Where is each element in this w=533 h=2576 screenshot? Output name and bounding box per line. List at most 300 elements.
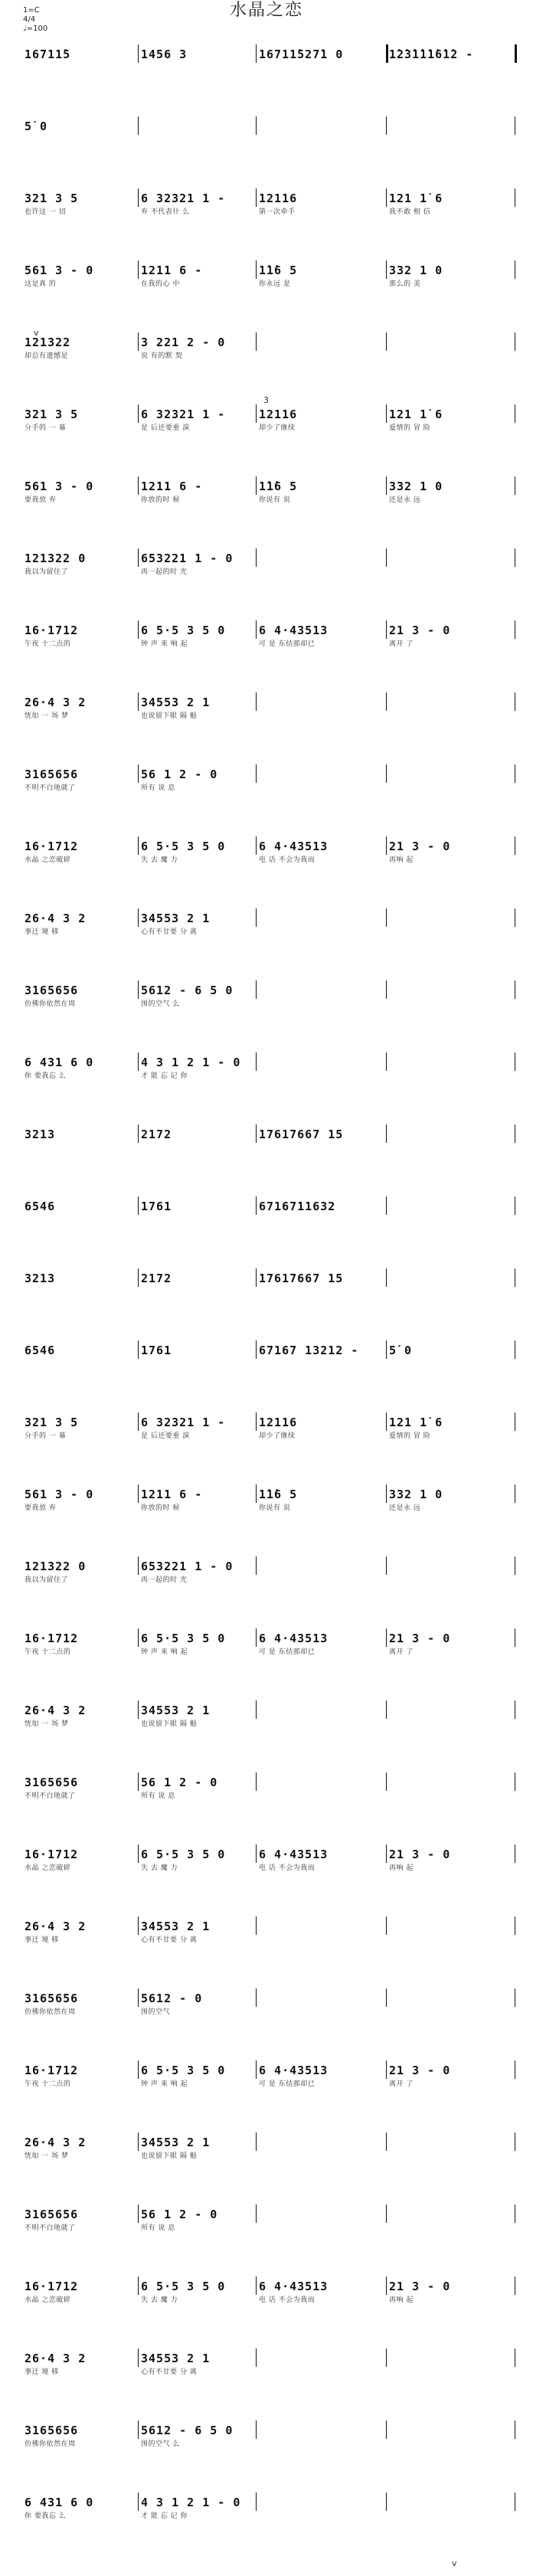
measure — [259, 768, 387, 809]
measure-notes: 6 32321 1 - — [141, 1416, 226, 1429]
bar-line — [256, 1628, 257, 1647]
bar-line — [386, 764, 387, 783]
measure — [389, 47, 512, 89]
measure-notes: 6546 — [25, 1344, 56, 1357]
measure-notes: 6 5·5 3 5 0 — [141, 624, 226, 637]
bar-line — [386, 548, 387, 567]
bar-line — [138, 980, 139, 999]
score-row — [0, 2424, 533, 2465]
measure — [259, 336, 387, 377]
measure — [259, 1488, 387, 1529]
bar-line — [256, 404, 257, 423]
measure — [259, 1128, 387, 1169]
measure — [389, 1344, 512, 1385]
measure-lyric: 失 去 魔 力 — [141, 2296, 178, 2304]
measure-notes: 4 3 1 2 1 - 0 — [141, 2496, 241, 2509]
bar-line — [256, 2132, 257, 2151]
score-row — [0, 1056, 533, 1097]
measure-lyric: 才 能 忘 记 你 — [141, 1072, 188, 1080]
bar-line — [256, 332, 257, 351]
measure — [389, 840, 512, 881]
measure — [25, 1344, 139, 1385]
measure-lyric: 是 后还要重 演 — [141, 1432, 190, 1440]
triplet-mark: 3 — [263, 395, 269, 405]
measure — [259, 1632, 387, 1673]
bar-line — [256, 2421, 257, 2439]
measure-lyric: 是 后还要重 演 — [141, 424, 190, 432]
bar-line — [256, 44, 257, 63]
bar-line — [256, 1844, 257, 1863]
measure-lyric: 分手的 一 幕 — [25, 1432, 67, 1440]
measure-lyric: 所有 说 息 — [141, 1792, 175, 1800]
measure-notes: 6 4·43513 — [259, 1632, 329, 1645]
measure-lyric: 却少了继续 — [259, 1432, 296, 1440]
bar-line — [256, 2204, 257, 2223]
measure-notes: 56 1 2 - 0 — [141, 2208, 218, 2221]
measure — [389, 624, 512, 665]
measure-lyric: 事迁 境 移 — [25, 928, 59, 936]
tempo-marking: ♩=100 — [23, 25, 48, 33]
measure-notes: 26·4 3 2 — [25, 912, 87, 925]
score-row — [0, 191, 533, 233]
measure — [259, 2136, 387, 2177]
measure-lyric: 电 话 不会为我而 — [259, 856, 316, 864]
measure-lyric: 在我的心 中 — [141, 280, 180, 288]
measure-notes: 26·4 3 2 — [25, 1704, 87, 1717]
measure-notes: 5612 - 6 5 0 — [141, 984, 234, 997]
measure — [259, 1920, 387, 1961]
measure-lyric: 说 有的默 契 — [141, 352, 183, 360]
bar-line — [386, 404, 387, 423]
measure — [389, 480, 512, 521]
bar-line — [386, 620, 387, 639]
measure-notes: 21 3 - 0 — [389, 2064, 451, 2077]
measure — [25, 1200, 139, 1241]
measure — [25, 768, 139, 809]
bar-line — [386, 1052, 387, 1071]
measure-notes: 561 3 - 0 — [25, 480, 94, 493]
measure-notes: 34553 2 1 — [141, 2352, 211, 2365]
measure — [25, 1128, 139, 1169]
measure — [389, 1776, 512, 1817]
score-row — [0, 1488, 533, 1529]
measure-lyric: 你放的时 候 — [141, 496, 180, 504]
bar-line — [386, 1988, 387, 2007]
measure — [389, 912, 512, 953]
measure — [141, 1632, 257, 1673]
bar-line — [386, 2132, 387, 2151]
measure — [141, 47, 257, 89]
measure-notes: 332 1 0 — [389, 480, 443, 493]
measure — [259, 1848, 387, 1889]
measure-notes: 34553 2 1 — [141, 1920, 211, 1933]
measure-notes: 6 431 6 0 — [25, 1056, 94, 1069]
bar-line — [138, 548, 139, 567]
bar-line — [138, 2349, 139, 2367]
measure-lyric: 恍如 一 场 梦 — [25, 712, 69, 720]
bar-line — [386, 2493, 387, 2511]
measure — [389, 2352, 512, 2393]
measure-notes: 16·1712 — [25, 2280, 79, 2293]
measure-lyric: 可 是 东结那却已 — [259, 2080, 316, 2088]
measure-lyric: 还是永 远 — [389, 496, 421, 504]
measure — [141, 840, 257, 881]
measure-notes: 34553 2 1 — [141, 696, 211, 709]
measure — [389, 1632, 512, 1673]
bar-line — [138, 620, 139, 639]
bar-line — [138, 1340, 139, 1359]
measure — [141, 768, 257, 809]
measure — [389, 2280, 512, 2321]
measure-notes: 121322 — [25, 336, 71, 349]
bar-line — [138, 2132, 139, 2151]
measure — [141, 263, 257, 305]
bar-line — [386, 2060, 387, 2079]
measure-notes: 21 3 - 0 — [389, 2280, 451, 2293]
measure-lyric: 再一起的时 光 — [141, 568, 188, 576]
score-row — [0, 2208, 533, 2249]
measure-notes: 6 431 6 0 — [25, 2496, 94, 2509]
measure — [259, 1056, 387, 1097]
measure — [389, 1704, 512, 1745]
measure — [141, 480, 257, 521]
bar-line — [386, 1772, 387, 1791]
measure-lyric: 午夜 十二点的 — [25, 640, 71, 648]
measure — [259, 119, 387, 161]
measure — [141, 2280, 257, 2321]
measure — [25, 1704, 139, 1745]
measure — [259, 1776, 387, 1817]
measure — [389, 2208, 512, 2249]
measure — [259, 1992, 387, 2033]
measure-notes: 67167 13212 - — [259, 1344, 359, 1357]
measure — [259, 1200, 387, 1241]
bar-line — [138, 2421, 139, 2439]
measure-notes: 321 3 5 — [25, 191, 79, 205]
score-row — [0, 2064, 533, 2105]
measure — [141, 1416, 257, 1457]
measure — [389, 408, 512, 449]
measure-lyric: 心有不甘要 分 离 — [141, 1936, 198, 1944]
score-row — [0, 1704, 533, 1745]
measure-lyric: 水晶 之恋破碎 — [25, 1864, 71, 1872]
bar-line — [138, 1124, 139, 1143]
measure — [389, 984, 512, 1025]
measure-notes: 121 1̇ 6 — [389, 1416, 443, 1429]
measure-lyric: 再一起的时 光 — [141, 1576, 188, 1584]
measure — [389, 2424, 512, 2465]
measure — [25, 2136, 139, 2177]
bar-line — [138, 764, 139, 783]
measure-notes: 16711̇5 — [25, 47, 71, 61]
measure-lyric: 也说留下眼 隔 魁 — [141, 1720, 198, 1728]
measure-notes: 6 4·43513 — [259, 840, 329, 853]
bar-line — [256, 116, 257, 135]
measure — [25, 696, 139, 737]
measure-notes: 56 1 2 - 0 — [141, 1776, 218, 1789]
measure — [141, 1200, 257, 1241]
measure — [141, 1704, 257, 1745]
measure-notes: 6716711632 — [259, 1200, 336, 1213]
score-row — [0, 1416, 533, 1457]
measure — [25, 1776, 139, 1817]
measure-notes: 332 1 0 — [389, 1488, 443, 1501]
bar-line — [138, 1412, 139, 1431]
measure-notes: 1̇2̇3̇1̇1̇1̇6̇1̇2 - — [389, 47, 474, 61]
measure — [389, 2136, 512, 2177]
measure — [25, 1416, 139, 1457]
measure-notes: 34553 2 1 — [141, 912, 211, 925]
bar-line — [256, 1196, 257, 1215]
bar-line — [138, 1052, 139, 1071]
measure-lyric: 爱情的 冒 险 — [389, 1432, 431, 1440]
measure-notes: 12116 — [259, 191, 298, 205]
measure — [259, 1416, 387, 1457]
measure — [389, 696, 512, 737]
measure-notes: 321 3 5 — [25, 408, 79, 421]
measure-lyric: 爱情的 冒 险 — [389, 424, 431, 432]
measure-notes: 561 3 - 0 — [25, 1488, 94, 1501]
measure-notes: 16·1712 — [25, 624, 79, 637]
measure — [25, 1272, 139, 1313]
measure-notes: 1211 6 - — [141, 263, 203, 277]
measure-notes: 5612 - 6 5 0 — [141, 2424, 234, 2437]
measure — [25, 2424, 139, 2465]
measure — [141, 336, 257, 377]
bar-line — [386, 1412, 387, 1431]
measure — [259, 47, 387, 89]
bar-line — [256, 2277, 257, 2295]
score-row — [0, 336, 533, 377]
measure-notes: 6 4·43513 — [259, 624, 329, 637]
measure-notes: 6 32321 1 - — [141, 191, 226, 205]
bar-line — [138, 908, 139, 927]
measure-notes: 3 221 2 - 0 — [141, 336, 226, 349]
measure — [141, 2064, 257, 2105]
measure-lyric: 要我放 弃 — [25, 1504, 57, 1512]
bar-line — [386, 692, 387, 711]
measure — [259, 624, 387, 665]
bar-line — [256, 2060, 257, 2079]
measure-lyric: 恍如 一 场 梦 — [25, 2152, 69, 2160]
measure — [389, 1200, 512, 1241]
measure — [141, 1056, 257, 1097]
bar-line — [138, 1700, 139, 1719]
measure-lyric: 不明不白地就了 — [25, 1792, 76, 1800]
measure — [259, 480, 387, 521]
measure — [259, 2280, 387, 2321]
measure — [141, 2136, 257, 2177]
measure — [25, 840, 139, 881]
measure-lyric: 不明不白地就了 — [25, 784, 76, 792]
measure — [259, 696, 387, 737]
measure — [389, 1272, 512, 1313]
measure — [389, 336, 512, 377]
measure — [141, 2424, 257, 2465]
bar-line — [256, 908, 257, 927]
score-row — [0, 480, 533, 521]
bar-line — [386, 332, 387, 351]
measure-lyric: 第一次牵手 — [259, 208, 296, 216]
measure — [389, 191, 512, 233]
time-signature: 4/4 — [23, 15, 36, 24]
score-row — [0, 840, 533, 881]
measure-lyric: 失 去 魔 力 — [141, 856, 178, 864]
score-header — [23, 6, 47, 34]
measure-notes: 6 4·43513 — [259, 2064, 329, 2077]
measure — [141, 191, 257, 233]
measure-notes: 6 5·5 3 5 0 — [141, 1848, 226, 1861]
measure-notes: 6546 — [25, 1200, 56, 1213]
measure — [259, 1704, 387, 1745]
bar-line — [256, 476, 257, 495]
bar-line — [386, 44, 388, 63]
measure-lyric: 你永远 是 — [259, 280, 291, 288]
measure-lyric: 我不敢 相 信 — [389, 208, 431, 216]
measure-lyric: 也说留下眼 隔 魁 — [141, 2152, 198, 2160]
measure-lyric: 要我放 弃 — [25, 496, 57, 504]
measure — [389, 552, 512, 593]
bar-line — [386, 1124, 387, 1143]
score-row — [0, 263, 533, 305]
measure — [141, 2352, 257, 2393]
measure — [25, 2064, 139, 2105]
bar-line — [386, 476, 387, 495]
bar-line — [256, 2493, 257, 2511]
measure — [259, 2496, 387, 2537]
measure-notes: 1211 6 - — [141, 1488, 203, 1501]
measure — [25, 1560, 139, 1601]
bar-line — [386, 1916, 387, 1935]
measure-notes: 561 3 - 0 — [25, 263, 94, 277]
measure-notes: 21 3 - 0 — [389, 1632, 451, 1645]
measure — [389, 1992, 512, 2033]
bar-line — [386, 260, 387, 279]
measure-lyric: 再响 起 — [389, 856, 414, 864]
score-row — [0, 552, 533, 593]
bar-line — [386, 1340, 387, 1359]
measure — [259, 912, 387, 953]
measure-notes: 5612 - 0 — [141, 1992, 203, 2005]
measure-notes: 6 4·43513 — [259, 2280, 329, 2293]
measure-notes: 321 3 5 — [25, 1416, 79, 1429]
measure-lyric: 电 话 不会为我而 — [259, 2296, 316, 2304]
bar-line — [256, 1484, 257, 1503]
score-row — [0, 1920, 533, 1961]
measure — [389, 1416, 512, 1457]
bar-line — [386, 2277, 387, 2295]
measure-lyric: 钟 声 来 响 起 — [141, 2080, 188, 2088]
score-row — [0, 912, 533, 953]
bar-line — [138, 44, 139, 63]
bar-line — [138, 1988, 139, 2007]
measure-notes: 6 5·5 3 5 0 — [141, 2064, 226, 2077]
measure-notes: 26·4 3 2 — [25, 696, 87, 709]
measure-lyric: 弃 不代表什 么 — [141, 208, 190, 216]
score-row — [0, 1272, 533, 1313]
measure-lyric: 围的空气 么 — [141, 1000, 180, 1008]
measure — [141, 1272, 257, 1313]
measure-lyric: 却总有遗憾是 — [25, 352, 69, 360]
bar-line — [138, 1484, 139, 1503]
measure-notes: 121 1̇ 6 — [389, 408, 443, 421]
measure — [259, 2424, 387, 2465]
measure — [25, 1848, 139, 1889]
measure-notes: 3213 — [25, 1272, 56, 1285]
measure-notes: 3165656 — [25, 2208, 79, 2221]
measure-notes: 2172 — [141, 1128, 172, 1141]
bar-line — [138, 260, 139, 279]
score-row — [0, 1128, 533, 1169]
measure-notes: 16·1712 — [25, 2064, 79, 2077]
score-row — [0, 1632, 533, 1673]
measure-lyric: 电 话 不会为我而 — [259, 1864, 316, 1872]
measure-lyric: 不明不白地就了 — [25, 2224, 76, 2232]
score-row — [0, 2352, 533, 2393]
measure-notes: 4 3 1 2 1 - 0 — [141, 1056, 241, 1069]
measure — [259, 191, 387, 233]
measure — [389, 119, 512, 161]
bar-line — [386, 980, 387, 999]
measure — [141, 984, 257, 1025]
measure — [259, 1344, 387, 1385]
song-title: 水晶之恋 — [229, 1, 303, 20]
measure — [141, 1920, 257, 1961]
bar-line — [386, 2204, 387, 2223]
bar-line — [386, 2421, 387, 2439]
measure — [389, 768, 512, 809]
measure-lyric: 围的空气 — [141, 2008, 171, 2016]
measure-lyric: 事迁 境 移 — [25, 1936, 59, 1944]
bar-line — [256, 1340, 257, 1359]
measure-notes: 17617667 15 — [259, 1272, 344, 1285]
measure-lyric: 离开 了 — [389, 2080, 414, 2088]
measure-lyric: 你说有 说 — [259, 496, 291, 504]
measure-notes: 2172 — [141, 1272, 172, 1285]
measure — [259, 2352, 387, 2393]
measure-lyric: 可 是 东结那却已 — [259, 1648, 316, 1656]
bar-line — [256, 620, 257, 639]
bar-line — [138, 1772, 139, 1791]
measure — [25, 1488, 139, 1529]
measure — [389, 1488, 512, 1529]
measure-notes: 16·1712 — [25, 1632, 79, 1645]
measure-notes: 21 3 - 0 — [389, 840, 451, 853]
measure-notes: 3165656 — [25, 1776, 79, 1789]
measure-lyric: 钟 声 来 响 起 — [141, 1648, 188, 1656]
measure-lyric: 事迁 境 移 — [25, 2368, 59, 2376]
measure-lyric: 心有不甘要 分 离 — [141, 928, 198, 936]
measure-lyric: 仿佛你依然在周 — [25, 1000, 76, 1008]
measure-notes: 6 32321 1 - — [141, 408, 226, 421]
measure-notes: 1̇1̇6 5 — [259, 480, 298, 493]
bar-line — [256, 1988, 257, 2007]
measure-notes: 1761 — [141, 1200, 172, 1213]
measure-notes: 5̇ 0 — [25, 119, 48, 133]
measure-notes: 16·1712 — [25, 840, 79, 853]
bar-line — [386, 1844, 387, 1863]
measure — [25, 2496, 139, 2537]
measure-notes: 17617667 15 — [259, 1128, 344, 1141]
score-row — [0, 408, 533, 449]
score-row — [0, 2280, 533, 2321]
measure-lyric: 所有 说 息 — [141, 2224, 175, 2232]
measure-lyric: 才 能 忘 记 你 — [141, 2512, 188, 2520]
measure-lyric: 可 是 东结那却已 — [259, 640, 316, 648]
measure-notes: 6 5·5 3 5 0 — [141, 1632, 226, 1645]
bar-line — [256, 1556, 257, 1575]
score-row — [0, 984, 533, 1025]
